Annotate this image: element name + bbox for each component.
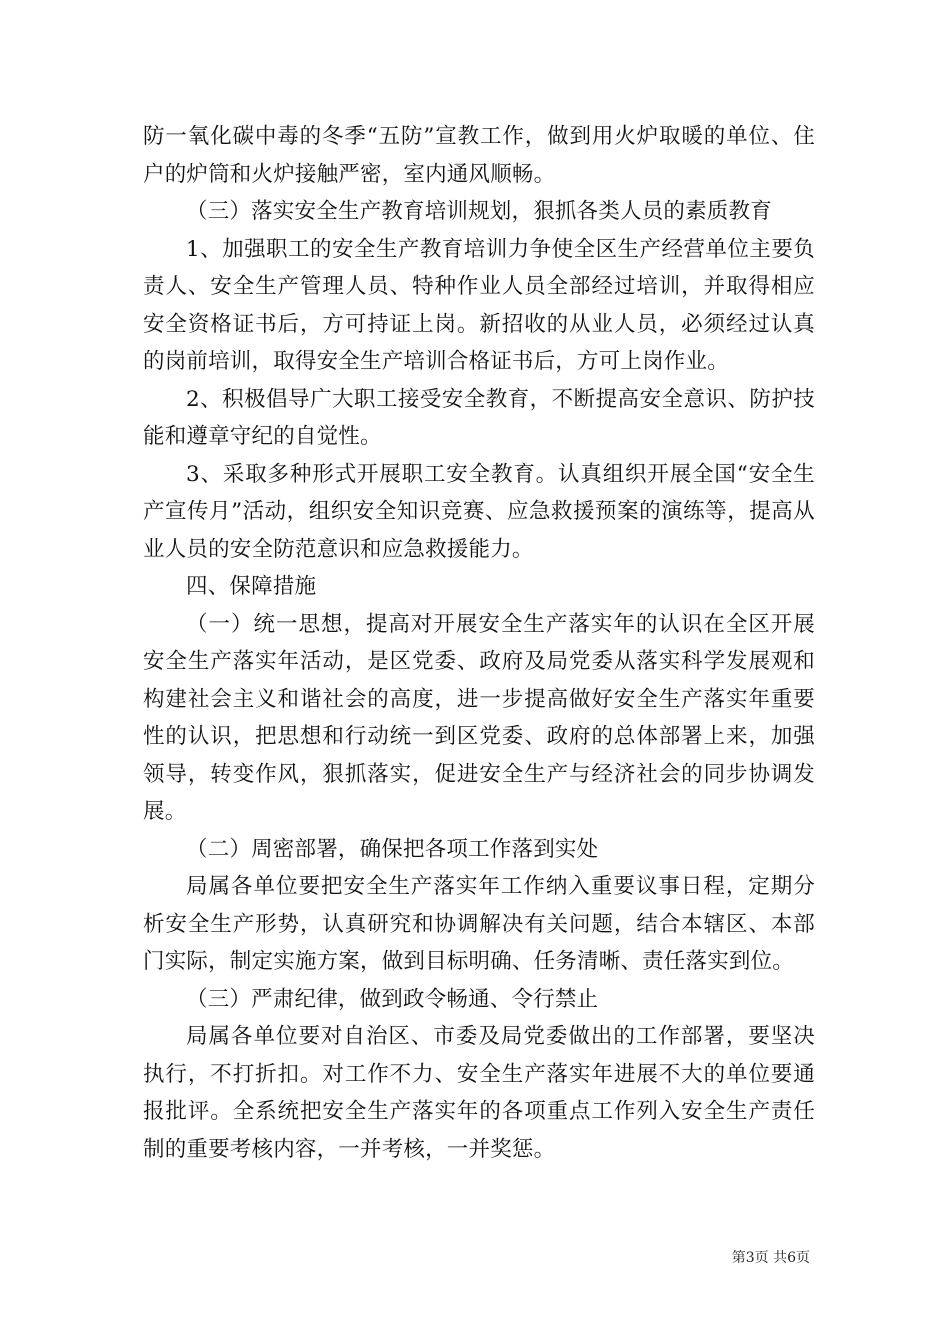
paragraph-measure-1: （一）统一思想，提高对开展安全生产落实年的认识在全区开展安全生产落实年活动，是区党委、政府及局党委从落实科学发展观和构建社会主义和谐社会的高度，进一步提高做好安全生产落实年重要性的认识，把思想和行动统一到区党委、政府的总体部署上来，加强领导，转变作风，狠抓落实，促进安全生产与经济社会的同步协调发展。 bbox=[143, 611, 815, 824]
subheading-measure-3: （三）严肃纪律，做到政令畅通、令行禁止 bbox=[186, 986, 599, 1012]
paragraph-item-1: 1、加强职工的安全生产教育培训力争使全区生产经营单位主要负责人、安全生产管理人员、特种作业人员全部经过培训，并取得相应安全资格证书后，方可持证上岗。新招收的从业人员，必须经过认真的岗前培训，取得安全生产培训合格证书后，方可上岗作业。 bbox=[143, 236, 815, 374]
page-number-footer: 第3页 共6页 bbox=[731, 1250, 810, 1266]
section-heading-4: 四、保障措施 bbox=[186, 574, 317, 599]
paragraph-item-3: 3、采取多种形式开展职工安全教育。认真组织开展全国“安全生产宣传月”活动，组织安全知识竞赛、应急救援预案的演练等，提高从业人员的安全防范意识和应急救援能力。 bbox=[143, 461, 815, 562]
section-heading-3: （三）落实安全生产教育培训规划，狠抓各类人员的素质教育 bbox=[186, 199, 772, 224]
paragraph-measure-3: 局属各单位要对自治区、市委及局党委做出的工作部署，要坚决执行，不打折扣。对工作不力、安全生产落实年进展不大的单位要通报批评。全系统把安全生产落实年的各项重点工作列入安全生产责任制的重要考核内容，一并考核，一并奖惩。 bbox=[143, 1024, 815, 1162]
subheading-measure-2: （二）周密部署，确保把各项工作落到实处 bbox=[186, 836, 599, 862]
document-body bbox=[143, 118, 815, 1168]
paragraph-measure-2: 局属各单位要把安全生产落实年工作纳入重要议事日程，定期分析安全生产形势，认真研究和协调解决有关问题，结合本辖区、本部门实际，制定实施方案，做到目标明确、任务清晰、责任落实到位。 bbox=[143, 874, 815, 974]
paragraph-item-2: 2、积极倡导广大职工接受安全教育，不断提高安全意识、防护技能和遵章守纪的自觉性。 bbox=[143, 386, 815, 449]
paragraph-1: 防一氧化碳中毒的冬季“五防”宣教工作，做到用火炉取暖的单位、住户的炉筒和火炉接触严密，室内通风顺畅。 bbox=[143, 124, 815, 187]
